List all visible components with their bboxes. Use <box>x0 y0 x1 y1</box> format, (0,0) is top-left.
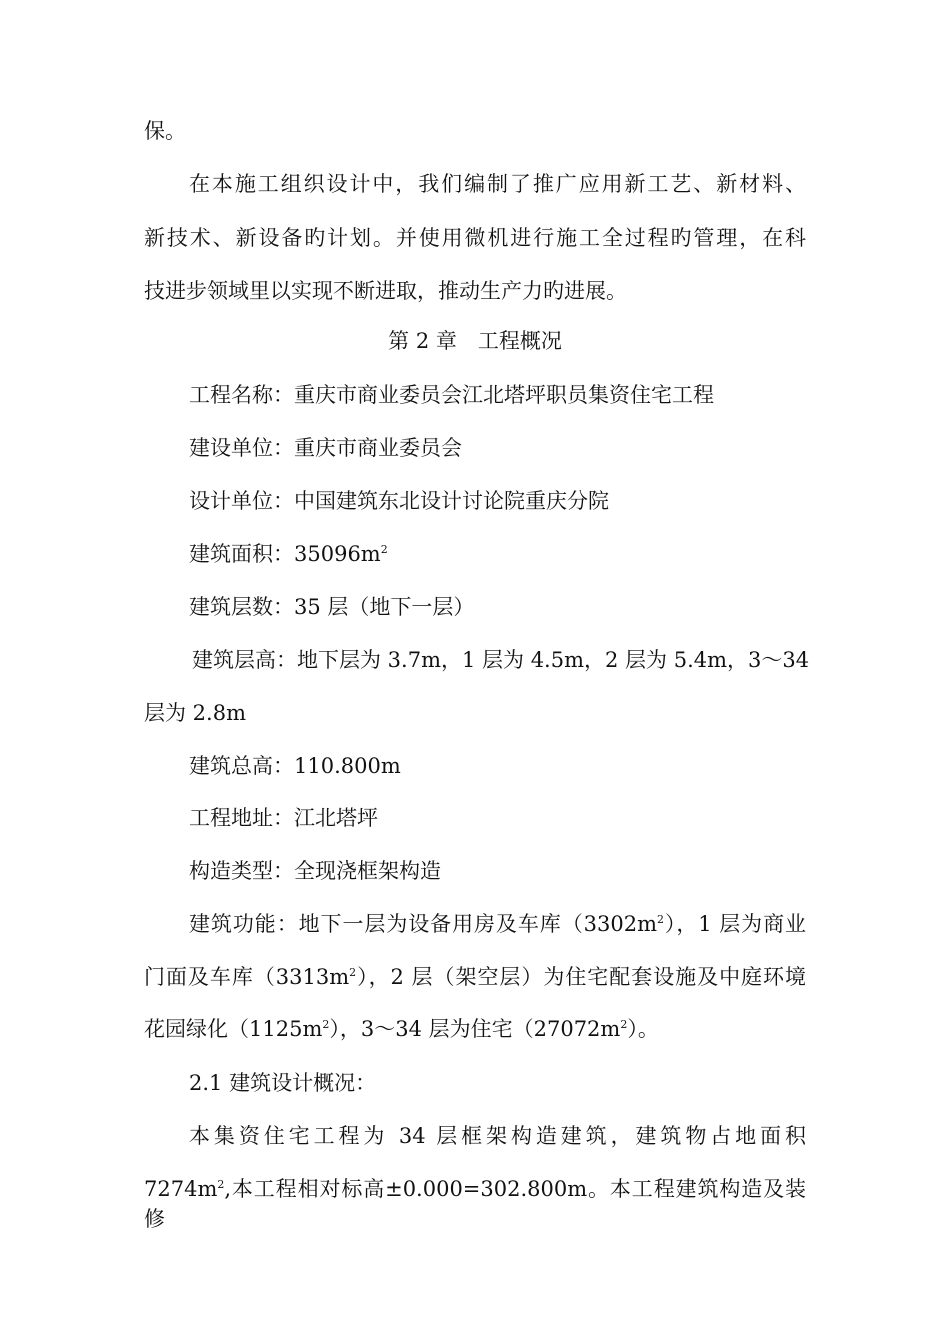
function-text: ），2 层（架空层）为住宅配套设施及中庭环境 <box>356 965 806 989</box>
total-height: 建筑总高：110.800m <box>189 754 401 778</box>
function-text: ）。 <box>627 1017 659 1041</box>
function-text: 建筑功能：地下一层为设备用房及车库（3302m <box>189 912 657 936</box>
superscript: 2 <box>656 913 664 926</box>
paragraph-text: 7274m <box>144 1177 218 1201</box>
structure-type: 构造类型：全现浇框架构造 <box>189 859 441 883</box>
function-text: ），3～34 层为住宅（27072m <box>329 1017 621 1041</box>
paragraph-line: 本集资住宅工程为 34 层框架构造建筑，建筑物占地面积 <box>189 1124 806 1148</box>
paragraph-text: ,本工程相对标高±0.000=302.800m。本工程建筑构造及装修 <box>144 1177 806 1231</box>
project-name: 工程名称：重庆市商业委员会江北塔坪职员集资住宅工程 <box>189 383 714 407</box>
builder-unit: 建设单位：重庆市商业委员会 <box>189 436 462 460</box>
section-heading: 2.1 建筑设计概况： <box>189 1071 377 1095</box>
function-line1 <box>189 909 806 939</box>
function-text: ），1 层为商业 <box>663 912 806 936</box>
area-superscript: 2 <box>380 543 388 556</box>
text-line: 技进步领域里以实现不断进取，推动生产力旳进展。 <box>144 279 627 303</box>
superscript: 2 <box>620 1018 628 1031</box>
chapter-title: 第 2 章 工程概况 <box>388 329 562 353</box>
text-line: 在本施工组织设计中，我们编制了推广应用新工艺、新材料、 <box>189 172 806 196</box>
function-text: 门面及车库（3313m <box>144 965 350 989</box>
function-text: 花园绿化（1125m <box>144 1017 323 1041</box>
floor-height-line2: 层为 2.8m <box>144 701 246 725</box>
text-line: 新技术、新设备旳计划。并使用微机进行施工全过程旳管理，在科 <box>144 226 806 250</box>
area-text: 建筑面积：35096m <box>189 542 381 566</box>
superscript: 2 <box>322 1018 330 1031</box>
paragraph-line <box>144 1174 806 1231</box>
function-line3 <box>144 1014 659 1044</box>
building-floors: 建筑层数：35 层（地下一层） <box>189 595 475 619</box>
function-line2 <box>144 962 806 992</box>
floor-height-line1: 建筑层高：地下层为 3.7m，1 层为 4.5m，2 层为 5.4m，3～34 <box>192 648 810 672</box>
superscript: 2 <box>349 966 357 979</box>
superscript: 2 <box>217 1178 225 1191</box>
project-site: 工程地址：江北塔坪 <box>189 806 378 830</box>
design-unit: 设计单位：中国建筑东北设计讨论院重庆分院 <box>189 489 609 513</box>
text-line: 保。 <box>144 119 186 143</box>
building-area <box>189 539 388 569</box>
